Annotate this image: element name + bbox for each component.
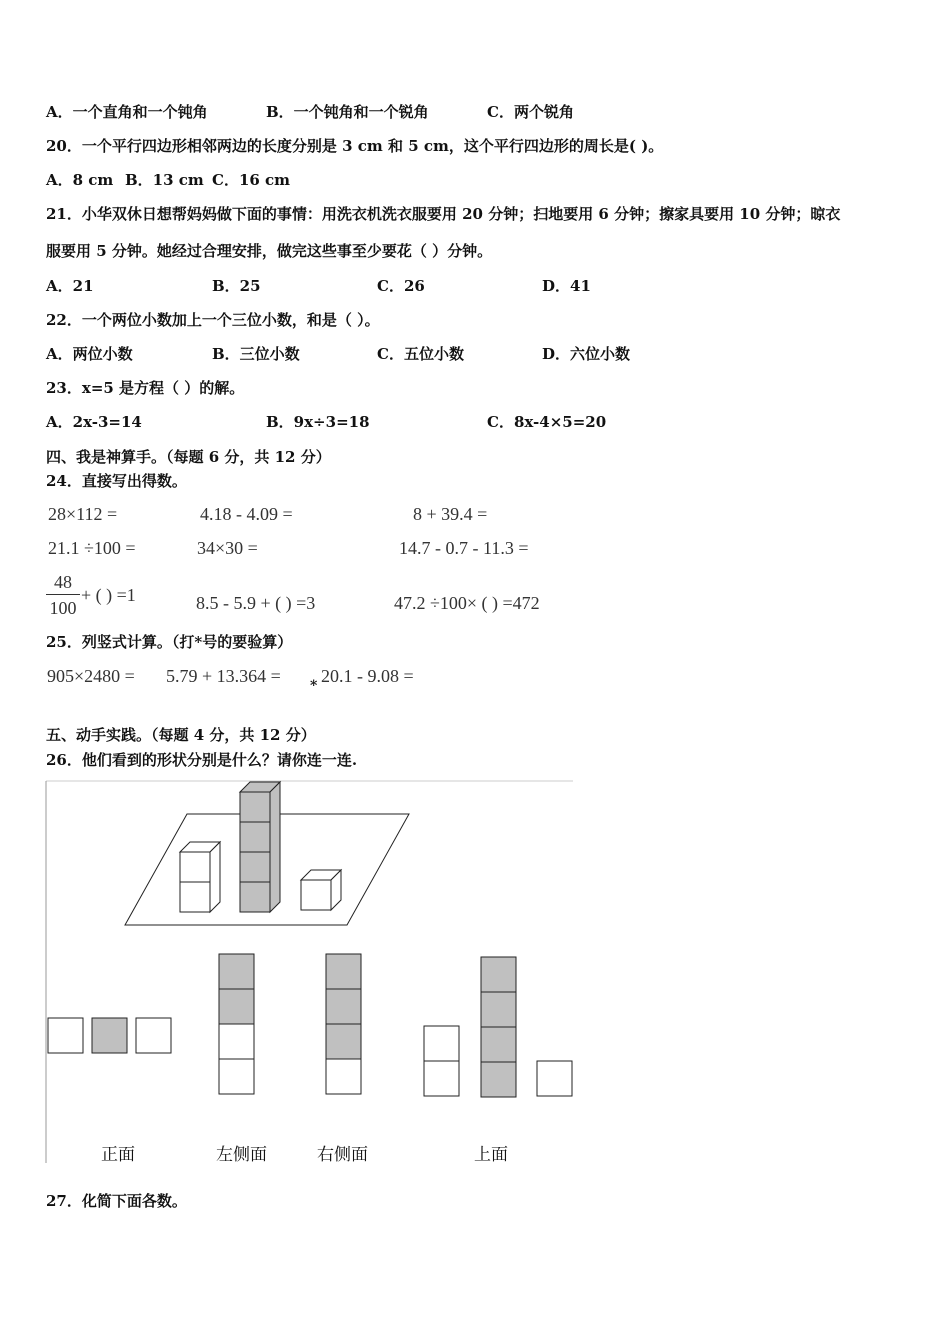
label-left-side: 左侧面 bbox=[216, 1145, 267, 1165]
q23-option-b: B．9x÷3=18 bbox=[266, 413, 370, 431]
section4-heading: 四、我是神算手。（每题 6 分，共 12 分） bbox=[46, 448, 331, 466]
fraction-denominator: 100 bbox=[49, 598, 77, 618]
q22-option-b: B．三位小数 bbox=[212, 345, 300, 363]
q24-expr-9: 47.2 ÷100× ( ) =472 bbox=[394, 593, 540, 613]
q20-option-b: B．13 cm bbox=[125, 171, 204, 189]
q20-option-a: A．8 cm bbox=[46, 171, 114, 189]
section5-heading: 五、动手实践。（每题 4 分，共 12 分） bbox=[46, 726, 316, 744]
q20-stem: 20．一个平行四边形相邻两边的长度分别是 3 cm 和 5 cm，这个平行四边形的周长是( )。 bbox=[46, 137, 664, 155]
q22-option-d: D．六位小数 bbox=[542, 345, 631, 363]
left-cube-stack bbox=[180, 842, 220, 912]
q25-star-mark: * bbox=[310, 678, 318, 694]
q23-option-a: A．2x-3=14 bbox=[46, 413, 142, 431]
label-top: 上面 bbox=[474, 1145, 508, 1165]
q27-stem: 27．化简下面各数。 bbox=[46, 1192, 187, 1210]
q21-option-b: B．25 bbox=[212, 277, 261, 295]
q23-option-c: C．8x-4×5=20 bbox=[487, 413, 607, 431]
q25-expr-1: 905×2480 = bbox=[47, 666, 135, 686]
q24-expr-2: 4.18 - 4.09 = bbox=[200, 504, 293, 524]
q25-expr-3: 20.1 - 9.08 = bbox=[321, 666, 414, 686]
q26-stem: 26．他们看到的形状分别是什么？请你连一连. bbox=[46, 751, 358, 769]
left-side-view-squares bbox=[219, 954, 254, 1094]
q24-expr-3: 8 + 39.4 = bbox=[413, 504, 488, 524]
q19-option-a: A．一个直角和一个钝角 bbox=[46, 103, 208, 121]
q24-stem: 24．直接写出得数。 bbox=[46, 472, 187, 490]
q21-stem-line1: 21．小华双休日想帮妈妈做下面的事情：用洗衣机洗衣服要用 20 分钟；扫地要用 6 分钟；擦家具要用 10 分钟；晾衣 bbox=[46, 205, 841, 223]
q25-stem: 25．列竖式计算。（打*号的要验算） bbox=[46, 633, 293, 651]
front-view-squares bbox=[48, 1018, 171, 1053]
fraction-numerator: 48 bbox=[54, 572, 72, 592]
q19-option-c: C．两个锐角 bbox=[487, 103, 574, 121]
single-cube bbox=[301, 870, 341, 910]
q24-expr-8: 8.5 - 5.9 + ( ) =3 bbox=[196, 593, 316, 613]
q21-option-a: A．21 bbox=[46, 277, 94, 295]
q20-option-c: C．16 cm bbox=[212, 171, 291, 189]
q25-expr-2: 5.79 + 13.364 = bbox=[166, 666, 281, 686]
q19-option-b: B．一个钝角和一个锐角 bbox=[266, 103, 429, 121]
q22-option-a: A．两位小数 bbox=[46, 345, 133, 363]
q22-stem: 22．一个两位小数加上一个三位小数，和是（ ）。 bbox=[46, 311, 380, 329]
q24-expr-1: 28×112 = bbox=[48, 504, 118, 524]
q21-option-c: C．26 bbox=[377, 277, 425, 295]
q23-stem: 23．x=5 是方程（ ）的解。 bbox=[46, 379, 245, 397]
q24-expr-4: 21.1 ÷100 = bbox=[48, 538, 136, 558]
q22-option-c: C．五位小数 bbox=[377, 345, 464, 363]
label-front: 正面 bbox=[101, 1145, 135, 1165]
q24-expr-7: + ( ) =1 bbox=[81, 585, 136, 605]
tall-cube-stack bbox=[240, 782, 280, 912]
q21-stem-line2: 服要用 5 分钟。她经过合理安排，做完这些事至少要花（ ）分钟。 bbox=[46, 242, 493, 260]
right-side-view-squares bbox=[326, 954, 361, 1094]
q21-option-d: D．41 bbox=[542, 277, 591, 295]
top-view-squares bbox=[424, 957, 572, 1097]
label-right-side: 右侧面 bbox=[317, 1145, 368, 1165]
q24-expr-5: 34×30 = bbox=[197, 538, 258, 558]
q24-expr-6: 14.7 - 0.7 - 11.3 = bbox=[399, 538, 529, 558]
